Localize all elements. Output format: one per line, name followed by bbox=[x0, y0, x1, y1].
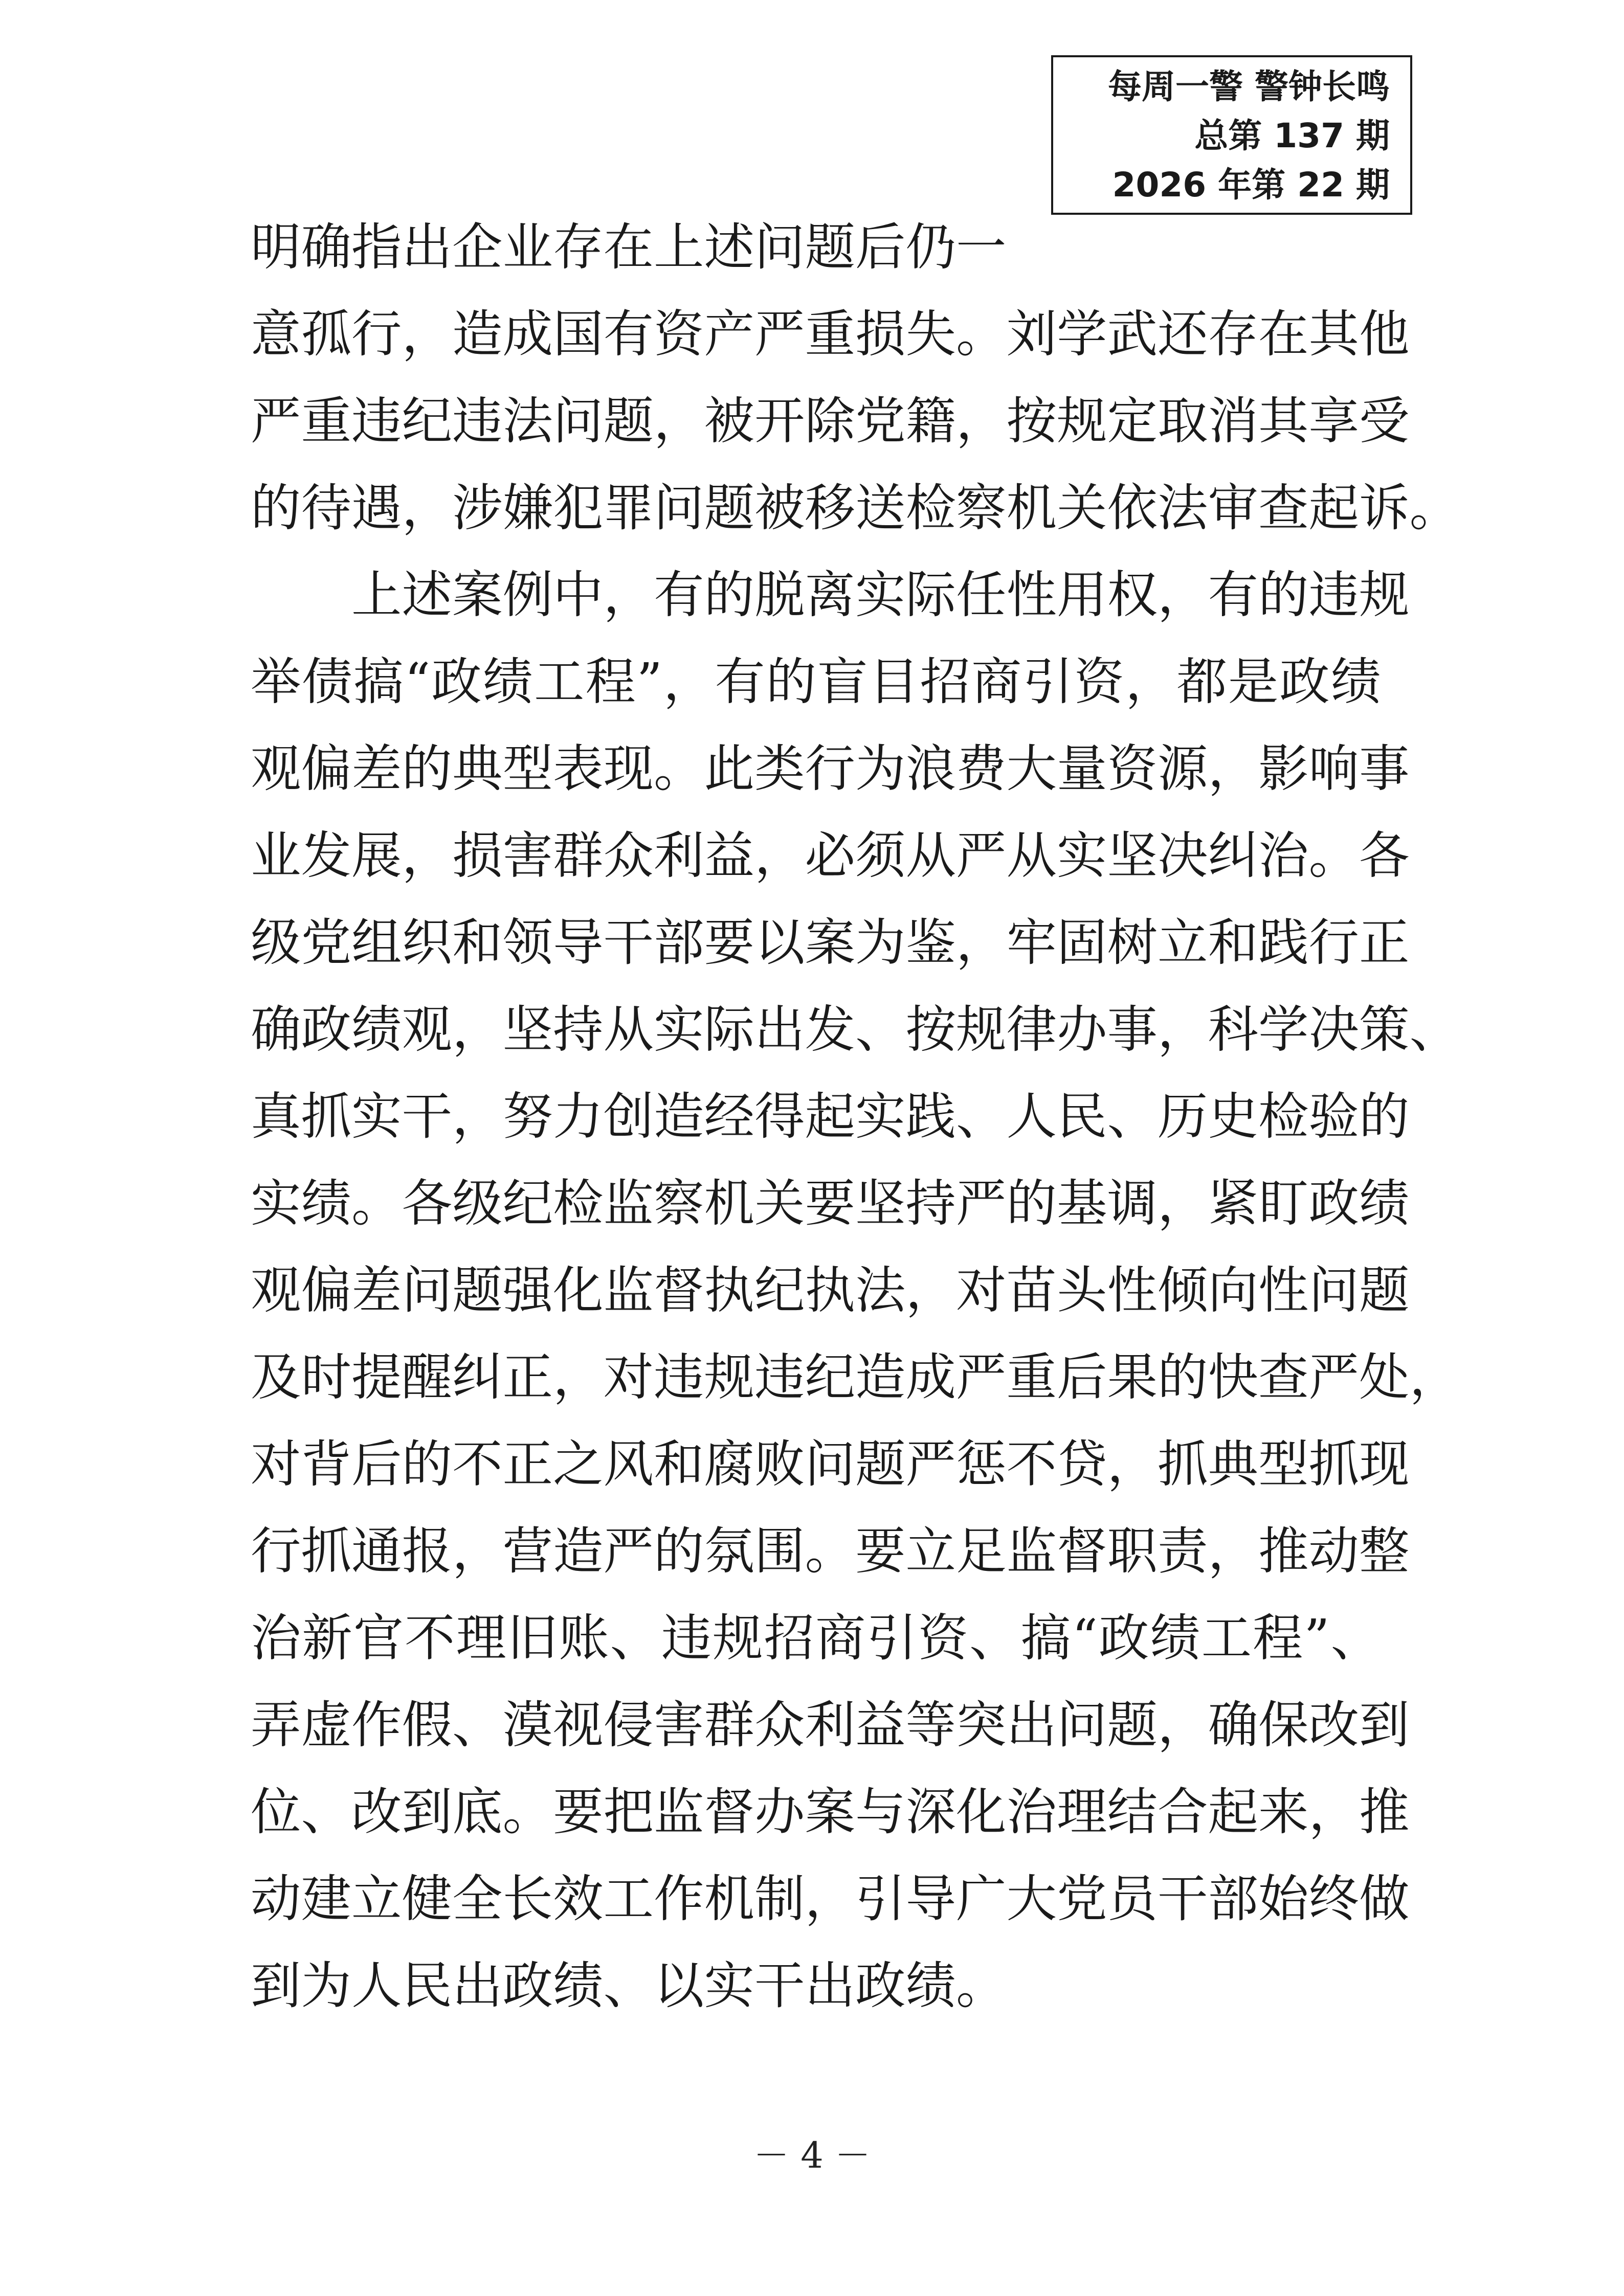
body-line: 业发展，损害群众利益，必须从严从实坚决纠治。各 bbox=[251, 827, 1410, 885]
header-slogan: 每周一警 警钟长鸣 bbox=[1108, 67, 1390, 106]
body-line: 观偏差问题强化监督执纪执法，对苗头性倾向性问题 bbox=[251, 1262, 1410, 1320]
body-line: 到为人民出政绩、以实干出政绩。 bbox=[251, 1957, 1007, 2015]
body-line: 观偏差的典型表现。此类行为浪费大量资源，影响事 bbox=[251, 740, 1410, 798]
body-line: 确政绩观，坚持从实际出发、按规律办事，科学决策、 bbox=[251, 1001, 1460, 1059]
body-line: 对背后的不正之风和腐败问题严惩不贷，抓典型抓现 bbox=[251, 1435, 1410, 1494]
body-line: 严重违纪违法问题，被开除党籍，按规定取消其享受 bbox=[251, 392, 1410, 451]
body-line: 位、改到底。要把监督办案与深化治理结合起来，推 bbox=[251, 1783, 1410, 1841]
body-line: 意孤行，造成国有资产严重损失。刘学武还存在其他 bbox=[251, 305, 1410, 364]
body-line: 治新官不理旧账、违规招商引资、搞“政绩工程”、 bbox=[251, 1609, 1381, 1668]
body-line: 实绩。各级纪检监察机关要坚持严的基调，紧盯政绩 bbox=[251, 1175, 1410, 1233]
body-line: 的待遇，涉嫌犯罪问题被移送检察机关依法审查起诉。 bbox=[251, 479, 1460, 537]
article-body bbox=[251, 204, 1460, 2030]
body-line: 弄虚作假、漠视侵害群众利益等突出问题，确保改到 bbox=[251, 1696, 1410, 1754]
paragraph-start-line: 上述案例中，有的脱离实际任性用权，有的违规 bbox=[351, 566, 1410, 624]
body-line: 明确指出企业存在上述问题后仍一 bbox=[251, 218, 1007, 277]
body-line: 举债搞“政绩工程”，有的盲目招商引资，都是政绩 bbox=[251, 653, 1381, 711]
body-line: 行抓通报，营造严的氛围。要立足监督职责，推动整 bbox=[251, 1522, 1410, 1581]
page-number: － 4 － bbox=[753, 2134, 871, 2176]
header-year-issue: 2026 年第 22 期 bbox=[1112, 165, 1390, 205]
issue-header-box bbox=[1051, 55, 1412, 215]
body-line: 动建立健全长效工作机制，引导广大党员干部始终做 bbox=[251, 1870, 1410, 1928]
body-line: 级党组织和领导干部要以案为鉴，牢固树立和践行正 bbox=[251, 914, 1410, 972]
body-line: 真抓实干，努力创造经得起实践、人民、历史检验的 bbox=[251, 1088, 1410, 1146]
body-line: 及时提醒纠正，对违规违纪造成严重后果的快查严处， bbox=[251, 1348, 1460, 1407]
header-total-issue: 总第 137 期 bbox=[1194, 116, 1390, 155]
